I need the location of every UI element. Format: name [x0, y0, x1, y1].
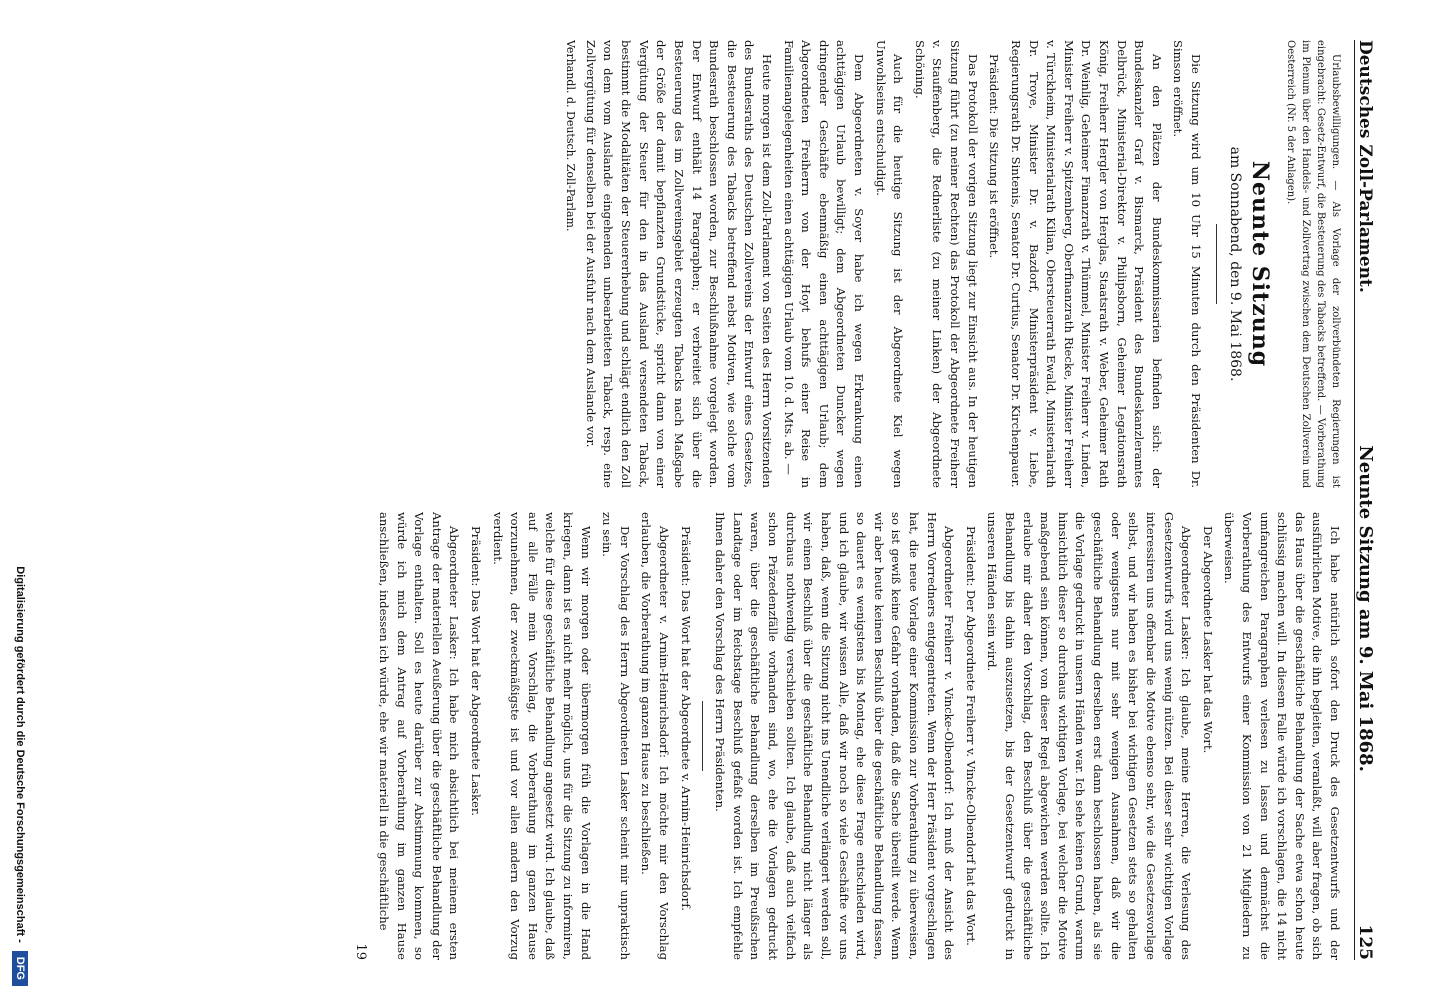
left-paragraph: Auch für die heutige Sitzung ist der Abgeordnete Kiel wegen Unwohlseins entschuldigt. — [873, 40, 906, 488]
signature-mark: 19 — [353, 943, 369, 960]
right-paragraph: Der Abgeordnete Lasker hat das Wort. — [1200, 526, 1215, 754]
document-page — [80, 40, 1383, 960]
header-center: Neunte Sitzung am 9. Mai 1868. — [1355, 445, 1376, 772]
right-paragraph: Präsident: Das Wort hat der Abgeordnete v. Arnim-Heinrichsdorf. — [678, 526, 693, 911]
rule-divider — [1216, 224, 1217, 304]
right-column — [80, 512, 1343, 960]
left-paragraph: Die Sitzung wird um 10 Uhr 15 Minuten durch den Präsidenten Dr. Simson eröffnet. — [1171, 40, 1203, 488]
columns — [80, 40, 1343, 960]
right-paragraph: Abgeordneter Lasker: Ich glaube, meine Herren, die Verlesung des Gesetzentwurfs wird uns wenig nützen. Bei dieser sehr wichtigen Vorlage interessiren uns offenbar die Motive ebenso sehr, wie die Gesetzesvorlage selbst, und wir haben es bisher bei wichtigen Gesetzen stets so gehalten oder wenigstens nur mit sehr wenigen Ausnahmen, daß wir die geschäftliche Behandlung derselben erst dann beschlossen haben, als sie die Vorlage gedruckt in unsern Händen war. Ich sehe keinen Grund, warum hinsichtlich dieser so durchaus wichtigen Vorlage, bei welcher die Motive maßgebend sein können, von dieser Regel abgewichen werden sollte. Ich erlaube mir daher den Vorschlag, den Beschluß über die geschäftliche Behandlung bis dahin auszusetzen, bis der Gesetzentwurf gedruckt in unseren Händen sein wird. — [985, 512, 1194, 960]
separator — [702, 701, 703, 771]
left-paragraph: Das Protokoll der vorigen Sitzung liegt zur Einsicht aus. In der heutigen Sitzung führt (zu meiner Rechten) das Protokoll der Abgeordnete Freiherr v. Stauffenberg, die Rednerliste (zu meiner Linken) der Abgeordnete Schöning. — [912, 40, 980, 488]
left-footnote: Urlaubsbewilligungen. — Als Vorlage der zollverbündeten Regierungen ist eingebracht: Gesetz-Entwurf, die Besteuerung des Tabacks betreffend. — Vorberathung im Plenum über den Handels- und Zollvertrag zwischen dem Deutschen Zollverein und Oesterreich (Nr. 5 der Anlagen). — [1285, 40, 1341, 488]
right-paragraph: Abgeordneter v. Arnim-Heinrichsdorf: Ich möchte mir den Vorschlag erlauben, die Vorberathung im ganzen Hause zu beschließen. — [639, 512, 672, 960]
left-footer: Verhandl. d. Deutsch. Zoll-Parlam. — [564, 40, 578, 232]
page-number: 125 — [1355, 924, 1375, 960]
dfg-logo: DFG — [12, 951, 28, 986]
right-paragraph: Ich habe natürlich sofort den Druck des Gesetzentwurfs und der ausführlichen Motive, die ihn begleiten, veranlaßt, will aber fragen, ob sich das Haus über die geschäftliche Behandlung der Sache etwa schon heute schlüssig machen will. In diesem Falle würde ich vorschlagen, die 14 nicht umfangreichen Paragraphen verlesen zu lassen und demnächst die Vorberathung des Entwurfs einer Kommission von 21 Mitgliedern zu überweisen. — [1222, 512, 1342, 960]
left-paragraph: An den Plätzen der Bundeskommissarien befinden sich: der Bundeskanzler Graf v. Bismarck, Präsident des Bundeskanzleramtes Delbrück, Ministerial-Direktor v. Philipsborn, Geheimer Legationsrath König, Freiherr Hergler von Herglas, Staatsrath v. Weber, Geheimer Rath Dr. Weinlig, Geheimer Finanzrath v. Thümmel, Minister Freiherr v. Linden, Minister Freiherr v. Spitzemberg, Oberfinanzrath Riecke, Minister Freiherr v. Türckheim, Ministerialrath Kilian, Obersteuerrath Ewald, Ministerialrath Dr. Troye, Minister Dr. v. Bazdorf, Ministerpräsident v. Liebe, Regierungsrath Dr. Sintenis, Senator Dr. Curtius, Senator Dr. Kirchenpauer. — [1008, 40, 1164, 488]
left-column — [80, 40, 1343, 488]
page-header — [1354, 40, 1383, 960]
session-title: Neunte Sitzung — [1247, 160, 1273, 368]
right-paragraph: Der Vorschlag des Herrn Abgeordneten Lasker scheint mir unpraktisch zu sein. — [600, 512, 632, 960]
digitization-text: Digitalisierung gefördert durch die Deutsche Forschungsgemeinschaft - — [14, 566, 26, 943]
left-paragraph: Dem Abgeordneten v. Soyer habe ich wegen Erkrankung einen achttägigen Urlaub bewilligt; dem Abgeordneten Duncker wegen dringender Geschäfte ebenmäßig einen achttägigen Urlaub; dem Abgeordneten Freiherrn von der Hoyt behufs einer Reise in Familienangelegenheiten einen achttägigen Urlaub vom 10. d. Mts. ab. — — [781, 40, 867, 488]
header-left: Deutsches Zoll-Parlament. — [1355, 40, 1375, 293]
digitization-note — [0, 0, 40, 1000]
right-paragraph: Präsident: Der Abgeordnete Freiherr v. Vincke-Olbendorf hat das Wort. — [963, 526, 978, 946]
right-paragraph: Abgeordneter Lasker: Ich habe mich absichtlich bei meinem ersten Antrage der materiellen Aeußerung über die geschäftliche Behandlung der Vorlage enthalten. Soll es heute darüber zur Abstimmung kommen, so würde ich mich dem Antrag auf Vorberathung im ganzen Hause anschließen, indessen ich würde, ehe wir materiell in die geschäftliche — [376, 512, 462, 960]
right-paragraph: Präsident: Das Wort hat der Abgeordnete Lasker. — [468, 526, 483, 816]
right-paragraph: Wenn wir morgen oder übermorgen früh die Vorlagen in die Hand kriegen, dann ist es nicht mehr möglich, uns für die Sitzung zu informiren, welche für diese geschäftliche Behandlung angesetzt wird. Ich glaube, daß auf alle Fälle mein Vorschlag, die Vorberathung im ganzen Hause vorzunehmen, der zweckmäßigste ist und vor allen andern den Vorzug verdient. — [490, 512, 593, 960]
right-paragraph: Abgeordneter Freiherr v. Vincke-Olbendorf: Ich muß der Ansicht des Herrn Vorredners entgegentreten. Wenn der Herr Präsident vorgeschlagen hat, die neue Vorlage einer Kommission zur Vorberathung zu überweisen, so ist gewiß keine Gefahr vorhanden, daß die Sache übereilt werde. Wenn wir aber heute keinen Beschluß über die geschäftliche Behandlung fassen, so dauert es wenigstens bis Montag, ehe diese Frage entschieden wird, und ich glaube, wir wissen Alle, daß wir noch so viele Geschäfte vor uns haben, daß, wenn die Sitzung nicht ins Unendliche verlängert werden soll, wir einen Beschluß über die geschäftliche Behandlung nicht länger als durchaus nothwendig verschieben sollten. Ich glaube, daß auch vielfach schon Präzedenzfälle vorhanden sind, wo, ehe die Vorlagen gedruckt waren, über die geschäftliche Behandlung derselben im Preußischen Landtage oder im Reichstage Beschluß gefaßt worden ist. Ich empfehle Ihnen daher den Vorschlag des Herrn Präsidenten. — [713, 512, 957, 960]
session-subtitle: am Sonnabend, den 9. Mai 1868. — [1227, 146, 1243, 382]
left-paragraph: Heute morgen ist dem Zoll-Parlament von Seiten des Herrn Vorsitzenden des Bundesraths des Deutschen Zollvereins der Entwurf eines Gesetzes, die Besteuerung des Tabacks betreffend nebst Motiven, wie solche vom Bundesrath beschlossen worden, zur Beschlußnahme vorgelegt worden. Der Entwurf enthält 14 Paragraphen; er verbreitet sich über die Besteuerung des im Zollvereinsgebiet erzeugten Tabacks nach Maßgabe der Größe der damit bepflanzten Grundstücke, spricht dann von einer Vergütung der Steuer für den in das Ausland versendeten Taback, bestimmt die Modalitäten der Steuererhebung und schlägt endlich den Zoll von dem vom Auslande eingehenden unbearbeiteten Taback, resp. eine Zollvergütung für denselben bei der Ausfuhr nach dem Auslande vor. — [583, 40, 774, 488]
left-paragraph: Präsident: Die Sitzung ist eröffnet. — [987, 54, 1002, 259]
